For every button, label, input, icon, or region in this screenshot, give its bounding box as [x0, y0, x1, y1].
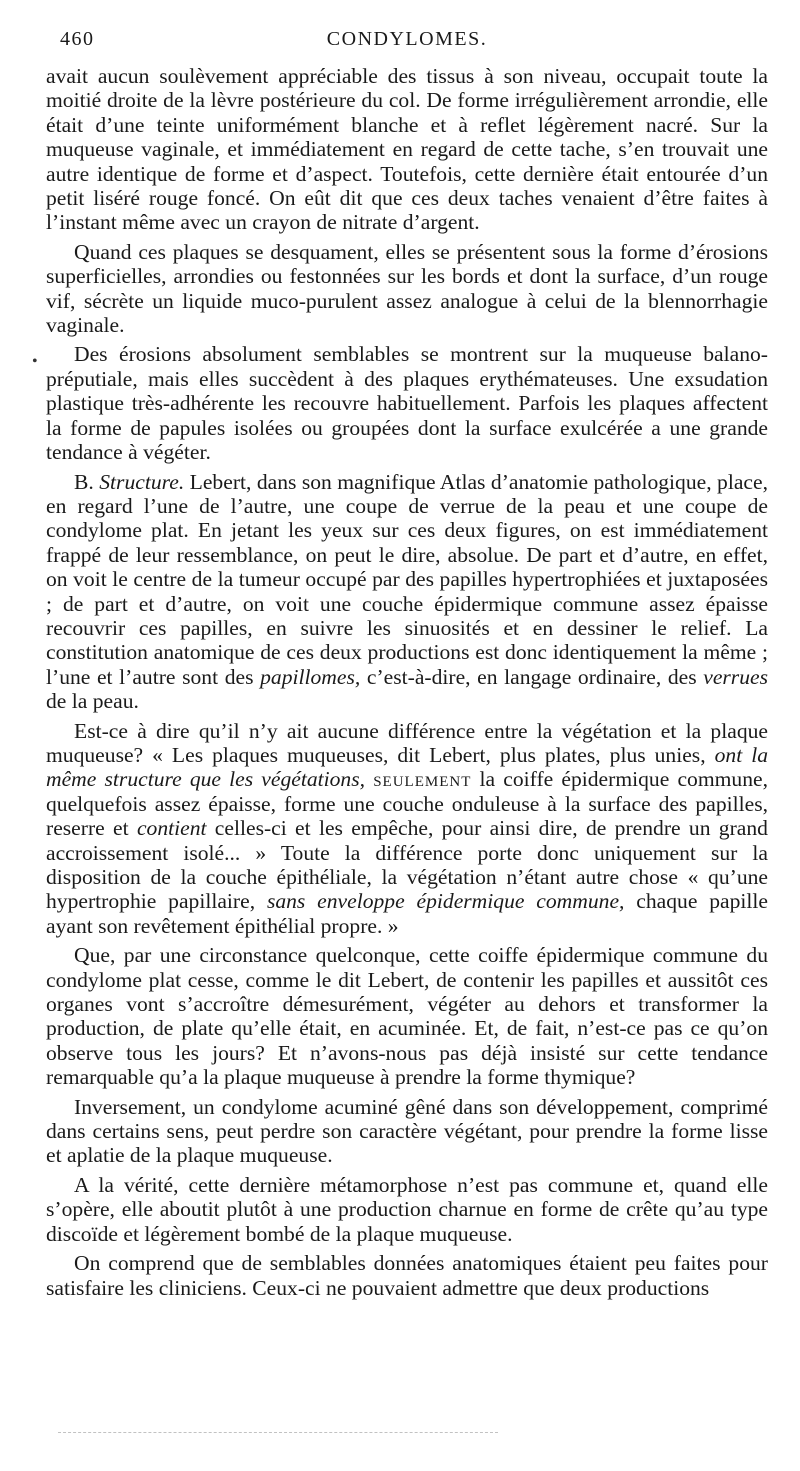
text-run: la coiffe épidermique commune, quelquefois assez épaisse, forme une couche onduleuse à la surface des papilles, reserre et	[46, 767, 768, 841]
italic-text: papillomes,	[260, 664, 361, 689]
italic-text: contient	[136, 816, 207, 841]
text-run: Quand ces plaques se desquament, elles se présentent sous la forme d’érosions superficielles, arrondies ou festonnées sur les bords et dont la surface, d’un rouge vif, sécrète un liquide muco-purulent assez analogue à celui de la blennorrhagie vaginale.	[46, 239, 768, 338]
running-header	[46, 28, 768, 64]
italic-text: sans enveloppe épidermique commune,	[266, 889, 625, 914]
paragraph	[46, 470, 768, 714]
text-run: chaque papille ayant son revêtement épithélial propre. »	[46, 889, 769, 938]
text-run	[365, 767, 373, 791]
paragraph	[46, 719, 768, 939]
text-run: Lebert, dans son magnifique Atlas d’anatomie pathologique, place, en regard l’une de l’autre, une coupe de verrue de la peau et une coupe de condylome plat. En jetant les yeux sur ces deux figures, on est immédiatement frappé de leur ressemblance, on peut le dire, absolue. De part et d’autre, en effet, on voit le centre de la tumeur occupé par des papilles hypertrophiées et juxtaposées ; de part et d’autre, on voit une couche épidermique commune assez épaisse recouvrir ces papilles, en suivre les sinuosités et en dessiner le relief. La constitution anatomique de ces deux productions est donc identiquement la même ; l’une et l’autre sont des	[46, 469, 769, 689]
paragraph	[46, 1095, 768, 1168]
page-number: 460	[60, 28, 95, 50]
text-run: de la peau.	[46, 689, 139, 714]
italic-text: Structure.	[99, 469, 185, 494]
text-run: c’est-à-dire, en langage ordinaire, des	[360, 664, 704, 689]
text-run: Des érosions absolument semblables se montrent sur la muqueuse balano-préputiale, mais elles succèdent à des plaques erythémateuses. Une exsudation plastique très-adhérente les recouvre habituellement. Parfois les plaques affectent la forme de papules isolées ou groupées dont la surface exulcérée a une grande tendance à végéter.	[46, 342, 768, 465]
text-run: Inversement, un condylome acuminé gêné dans son développement, comprimé dans certains sens, peut perdre son caractère végétant, pour prendre la forme lisse et aplatie de la plaque muqueuse.	[46, 1094, 768, 1168]
text-run: On comprend que de semblables données anatomiques étaient peu faites pour satisfaire les cliniciens. Ceux-ci ne pouvaient admettre que deux productions	[46, 1251, 768, 1300]
text-run: A la vérité, cette dernière métamorphose n’est pas commune et, quand elle s’opère, elle aboutit plutôt à une production charnue en forme de crête qu’au type discoïde et légèrement bombé de la plaque muqueuse.	[46, 1172, 768, 1246]
italic-text: ont la même structure que les végétations,	[46, 742, 768, 792]
text-run: celles-ci et les empêche, pour ainsi dire, de prendre un grand accroissement isolé... » Toute la différence porte donc uniquement sur la disposition de la couche épithéliale, la végétation n’étant autre chose « qu’une hypertrophie papillaire,	[46, 816, 768, 914]
italic-text: verrues	[703, 664, 768, 689]
paragraph	[46, 342, 768, 464]
book-page	[46, 28, 768, 1300]
paragraph	[46, 1251, 768, 1300]
page-bottom-specks	[58, 1432, 498, 1433]
text-run: Est-ce à dire qu’il n’y ait aucune différence entre la végétation et la plaque muqueuse? « Les plaques muqueuses, dit Lebert, plus plates, plus unies,	[46, 718, 768, 767]
paragraph	[46, 943, 768, 1089]
running-title: CONDYLOMES.	[326, 28, 488, 50]
text-run: B.	[74, 469, 100, 494]
paragraph	[46, 240, 768, 338]
paragraph	[46, 64, 768, 235]
paragraph	[46, 1173, 768, 1246]
margin-mark: •	[32, 353, 38, 370]
smallcaps-text: seulement	[373, 767, 472, 792]
text-run: Que, par une circonstance quelconque, cette coiffe épidermique commune du condylome plat cesse, comme le dit Lebert, de contenir les papilles et aussitôt ces organes vont s’accroître démesurément, végéter au dehors et transformer la production, de plate qu’elle était, en acuminée. Et, de fait, n’est-ce pas ce qu’on observe tous les jours? Et n’avons-nous pas déjà insisté sur cette tendance remarquable qu’a la plaque muqueuse à prendre la forme thymique?	[46, 943, 768, 1090]
text-run: avait aucun soulèvement appréciable des tissus à son niveau, occupait toute la moitié droite de la lèvre postérieure du col. De forme irrégulièrement arrondie, elle était d’une teinte uniformément blanche et à reflet légèrement nacré. Sur la muqueuse vaginale, et immédiatement en regard de cette tache, s’en trouvait une autre identique de forme et d’aspect. Toutefois, cette dernière était entourée d’un petit liséré rouge foncé. On eût dit que ces deux taches venaient d’être faites à l’instant même avec un crayon de nitrate d’argent.	[46, 64, 768, 235]
body-text	[46, 64, 768, 1300]
